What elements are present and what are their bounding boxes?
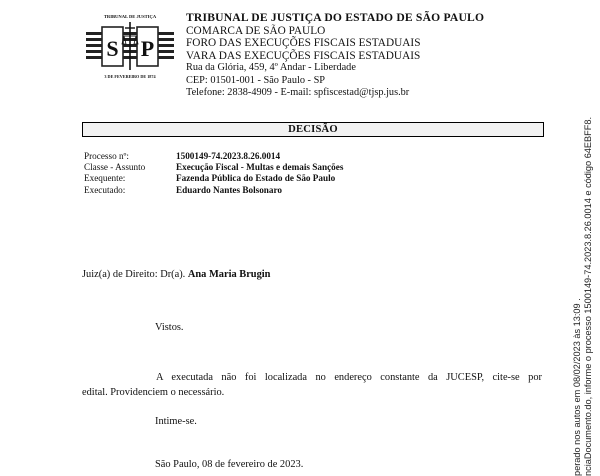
side-signature-text-2: nciaDocumento.do, informe o processo 1500149-74.2023.8.26.0014 e código 64EBFF8. — [583, 116, 593, 476]
process-number-label: Processo nº: — [84, 151, 129, 161]
paragraph-line-2: edital. Providenciem o necessário. — [82, 387, 225, 398]
comarca: COMARCA DE SÃO PAULO — [186, 24, 326, 37]
seal-date: 3 DE FEVEREIRO DE 1874 — [104, 74, 156, 79]
seal-top-text: TRIBUNAL DE JUSTIÇA — [103, 14, 157, 19]
seal-letter-s: S — [106, 36, 119, 61]
tjsp-seal-logo — [83, 12, 177, 82]
decision-title: DECISÃO — [82, 122, 544, 137]
side-signature-text-1: perado nos autos em 08/02/2023 às 13:09 . — [572, 298, 582, 476]
debtor-label: Executado: — [84, 184, 126, 195]
class-subject-label: Classe - Assunto — [84, 162, 146, 173]
debtor-value: Eduardo Nantes Bolsonaro — [176, 184, 283, 195]
foro: FORO DAS EXECUÇÕES FISCAIS ESTADUAIS — [186, 37, 421, 50]
decision-paragraph — [82, 370, 542, 400]
court-name: TRIBUNAL DE JUSTIÇA DO ESTADO DE SÃO PAULO — [186, 11, 485, 24]
date-line: São Paulo, 08 de fevereiro de 2023. — [155, 459, 304, 470]
intime-text: Intime-se. — [155, 416, 197, 427]
creditor-value: Fazenda Pública do Estado de São Paulo — [176, 173, 336, 184]
vistos-text: Vistos. — [155, 322, 184, 333]
class-subject-value: Execução Fiscal - Multas e demais Sanções — [176, 162, 344, 173]
seal-letter-p: P — [140, 36, 155, 61]
court-header — [186, 12, 516, 99]
creditor-label: Exequente: — [84, 173, 126, 184]
judge-line — [82, 269, 270, 280]
process-number-value: 1500149-74.2023.8.26.0014 — [176, 151, 281, 161]
judge-name: Ana Maria Brugin — [187, 269, 271, 280]
court-address: Rua da Glória, 459, 4º Andar - Liberdade — [186, 62, 356, 74]
vara: VARA DAS EXECUÇÕES FISCAIS ESTADUAIS — [186, 49, 421, 62]
court-cep: CEP: 01501-001 - São Paulo - SP — [186, 74, 326, 86]
paragraph-line-1: A executada não foi localizada no endereço constante da JUCESP, cite-se por — [156, 372, 542, 383]
court-contact: Telefone: 2838-4909 - E-mail: spfiscestad@tjsp.jus.br — [186, 86, 410, 98]
judge-prefix: Juiz(a) de Direito: Dr(a). — [82, 269, 188, 280]
